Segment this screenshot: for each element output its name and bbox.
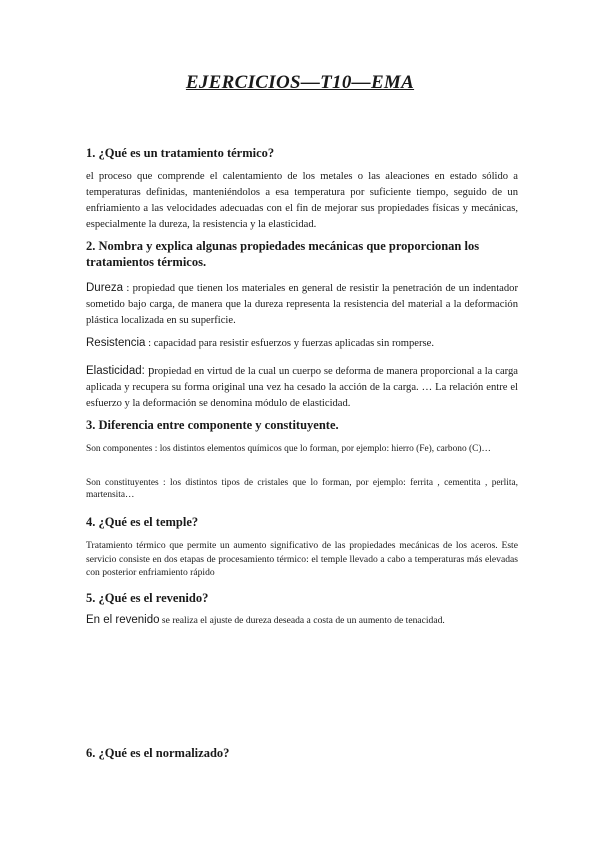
question-5-answer — [86, 614, 518, 628]
elasticidad-definition: ropiedad en virtud de la cual un cuerpo se deforma de manera proporcional a la carga aplicada y recupera su forma original una vez ha cesado la acción de la carga. … La relación entre el esfuerzo y la deformación se denomina módulo de elasticidad. — [86, 366, 518, 409]
constituyentes-paragraph: Son constituyentes : los distintos tipos de cristales que lo forman, por ejemplo: ferrita , cementita , perlita, martensita… — [86, 478, 518, 500]
question-3-heading: 3. Diferencia entre componente y constituyente. — [86, 418, 339, 432]
question-5-heading: 5. ¿Qué es el revenido? — [86, 591, 209, 605]
dureza-paragraph — [86, 280, 518, 329]
revenido-lead: En el revenido — [86, 614, 160, 626]
resistencia-definition: : capacidad para resistir esfuerzos y fuerzas aplicadas sin romperse. — [145, 338, 435, 349]
question-2-heading: 2. Nombra y explica algunas propiedades mecánicas que proporcionan los tratamientos térmicos. — [86, 239, 480, 269]
dureza-definition: : propiedad que tienen los materiales en general de resistir la penetración de un indentador sometido bajo carga, de manera que la dureza representa la resistencia del material a la deformación plástica localizada en su superficie. — [86, 283, 518, 326]
elasticidad-term: Elasticidad: — [86, 365, 145, 377]
revenido-definition: se realiza el ajuste de dureza deseada a costa de un aumento de tenacidad. — [159, 615, 445, 626]
question-4-heading: 4. ¿Qué es el temple? — [86, 515, 199, 529]
question-6-heading: 6. ¿Qué es el normalizado? — [86, 746, 230, 760]
resistencia-term: Resistencia — [86, 337, 146, 349]
componentes-paragraph: Son componentes : los distintos elementos químicos que lo forman, por ejemplo: hierro (Fe), carbono (C)… — [86, 444, 491, 454]
dureza-term: Dureza — [86, 282, 124, 294]
resistencia-paragraph — [86, 335, 518, 352]
elasticidad-initial: p — [144, 363, 155, 377]
elasticidad-paragraph — [86, 362, 518, 412]
question-1-heading: 1. ¿Qué es un tratamiento térmico? — [86, 146, 275, 160]
question-4-answer: Tratamiento térmico que permite un aumento significativo de las propiedades mecánicas de los aceros. Este servicio consiste en dos etapas de procesamiento térmico: el temple llevado a cabo a temperaturas más elevadas con posterior enfriamiento rápido — [86, 540, 518, 578]
question-1-answer: el proceso que comprende el calentamiento de los metales o las aleaciones en estado sólido a temperaturas definidas, manteniéndolos a esa temperatura por suficiente tiempo, seguido de un enfriamiento a las velocidades adecuadas con el fin de mejorar sus propiedades físicas y mecánicas, especialmente la dureza, la resistencia y la elasticidad. — [86, 171, 518, 230]
document-title: EJERCICIOS—T10—EMA — [185, 72, 415, 93]
